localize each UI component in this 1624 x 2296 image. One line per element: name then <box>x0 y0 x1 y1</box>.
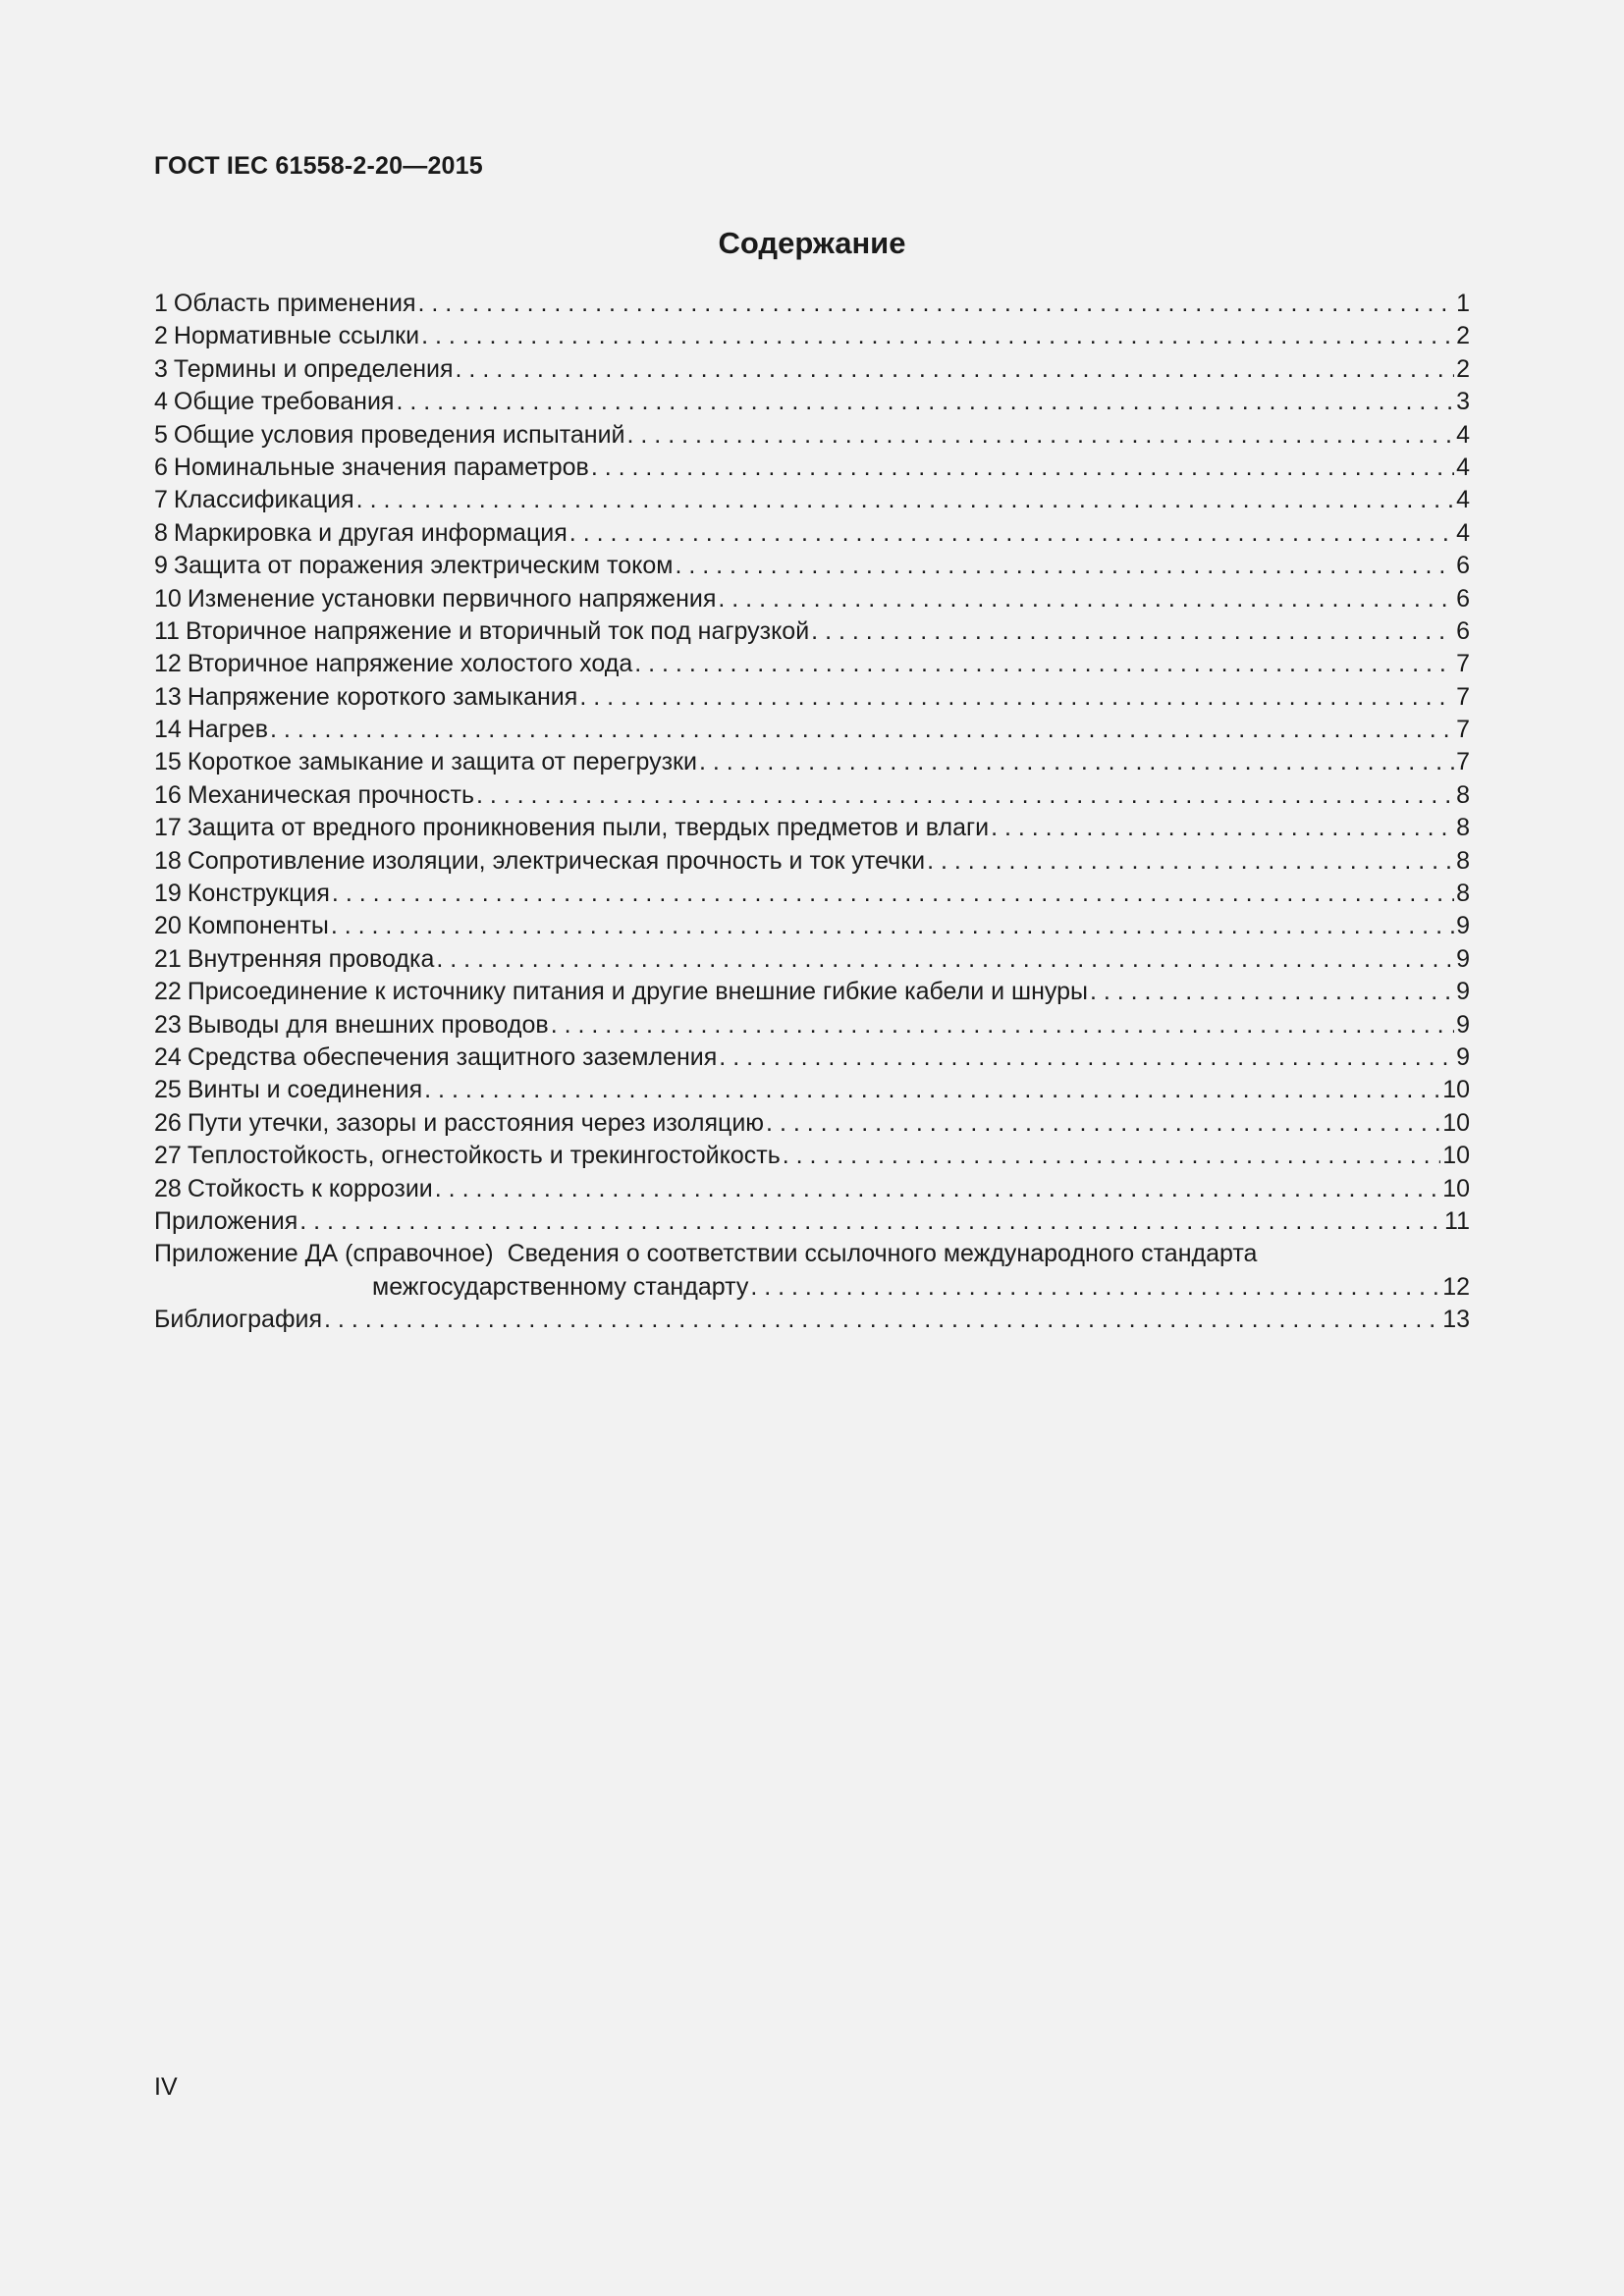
toc-entry[interactable] <box>154 353 1470 386</box>
toc-entry-number: 18 <box>154 846 182 875</box>
toc-leader-dots <box>456 353 1455 386</box>
toc-entry-number: 16 <box>154 780 182 809</box>
toc-entry-title: Конструкция <box>187 880 330 908</box>
toc-entry-number: 4 <box>154 388 168 416</box>
toc-leader-dots <box>766 1107 1440 1140</box>
table-of-contents <box>154 288 1470 1337</box>
toc-leader-dots <box>436 943 1454 976</box>
toc-leader-dots <box>634 648 1454 680</box>
toc-entry[interactable] <box>154 878 1470 910</box>
toc-entry[interactable] <box>154 484 1470 516</box>
toc-entry-page: 9 <box>1456 912 1470 940</box>
toc-entry-title: Общие условия проведения испытаний <box>173 420 625 449</box>
toc-leader-dots <box>569 517 1454 550</box>
toc-entry-page: 12 <box>1442 1272 1470 1301</box>
toc-entry-number: 6 <box>154 453 168 481</box>
toc-entry[interactable] <box>154 648 1470 680</box>
toc-entry[interactable] <box>154 1009 1470 1041</box>
document-id: ГОСТ IEC 61558-2-20—2015 <box>154 152 483 180</box>
toc-entry-number: 28 <box>154 1174 182 1202</box>
toc-entry-title: Нормативные ссылки <box>173 322 420 350</box>
toc-entry-title: Защита от поражения электрическим током <box>173 552 674 580</box>
toc-entry-page: 1 <box>1456 290 1470 317</box>
toc-leader-dots <box>627 419 1455 452</box>
toc-entry[interactable] <box>154 976 1470 1008</box>
toc-entry-title: Нагрев <box>187 716 268 744</box>
toc-entry-title: Термины и определения <box>173 354 454 383</box>
toc-entry-bibliography[interactable] <box>154 1304 1470 1336</box>
toc-entry-page: 13 <box>1442 1306 1470 1334</box>
toc-entry-number: 12 <box>154 650 182 678</box>
toc-entry-title: Теплостойкость, огнестойкость и трекингостойкость <box>187 1142 781 1170</box>
toc-entry-page: 7 <box>1456 716 1470 744</box>
toc-entry[interactable] <box>154 615 1470 648</box>
toc-entry[interactable] <box>154 419 1470 452</box>
toc-leader-dots <box>811 615 1454 648</box>
toc-entry-page: 9 <box>1456 1010 1470 1039</box>
toc-leader-dots <box>435 1173 1440 1205</box>
toc-entry-number: 14 <box>154 716 182 744</box>
toc-leader-dots <box>356 484 1454 516</box>
toc-entry-number: 2 <box>154 322 168 350</box>
toc-entry-page: 8 <box>1456 846 1470 875</box>
toc-entry-page: 9 <box>1456 1042 1470 1071</box>
toc-entry-number: 25 <box>154 1076 182 1104</box>
toc-entry-title: Изменение установки первичного напряжения <box>187 584 717 613</box>
toc-entry[interactable] <box>154 746 1470 778</box>
toc-entry-title: Область применения <box>173 290 416 317</box>
toc-leader-dots <box>1090 976 1454 1008</box>
toc-entry-number: 8 <box>154 518 168 547</box>
toc-entry-page: 10 <box>1442 1142 1470 1170</box>
toc-entry[interactable] <box>154 386 1470 418</box>
toc-title: Содержание <box>718 226 906 260</box>
toc-entry-number: 17 <box>154 814 182 842</box>
toc-entry-title: Винты и соединения <box>187 1076 423 1104</box>
toc-entry-appendix-da[interactable] <box>154 1238 1470 1270</box>
toc-entry-page: 4 <box>1456 453 1470 481</box>
toc-entry-page: 2 <box>1456 354 1470 383</box>
toc-entry-title: Маркировка и другая информация <box>173 518 568 547</box>
toc-entry-title: Защита от вредного проникновения пыли, твердых предметов и влаги <box>187 814 990 842</box>
toc-entry[interactable] <box>154 452 1470 484</box>
toc-entry-title: Сопротивление изоляции, электрическая прочность и ток утечки <box>187 846 926 875</box>
toc-leader-dots <box>675 550 1454 582</box>
toc-leader-dots <box>718 583 1454 615</box>
toc-entry-title: Внутренняя проводка <box>187 944 435 973</box>
toc-leader-dots <box>783 1140 1440 1172</box>
toc-entry-page: 2 <box>1456 322 1470 350</box>
toc-entry[interactable] <box>154 1107 1470 1140</box>
toc-leader-dots <box>417 288 1454 320</box>
toc-leader-dots <box>927 845 1454 878</box>
toc-leader-dots <box>332 878 1454 910</box>
toc-entry-title: Приложения <box>154 1206 298 1235</box>
toc-entry-number: 15 <box>154 748 182 776</box>
toc-entry-number: 9 <box>154 552 168 580</box>
toc-entry-title: Номинальные значения параметров <box>173 453 589 481</box>
toc-entry-page: 6 <box>1456 552 1470 580</box>
toc-entry-number: 19 <box>154 880 182 908</box>
toc-entry-appendices[interactable] <box>154 1205 1470 1238</box>
toc-entry-title: Короткое замыкание и защита от перегрузки <box>187 748 697 776</box>
toc-leader-dots <box>551 1009 1454 1041</box>
toc-entry[interactable] <box>154 1173 1470 1205</box>
toc-entry-number: 22 <box>154 978 182 1006</box>
toc-entry-number: 26 <box>154 1108 182 1137</box>
toc-entry[interactable] <box>154 550 1470 582</box>
toc-entry-number: 3 <box>154 354 168 383</box>
toc-leader-dots <box>991 812 1454 844</box>
toc-entry-number: 20 <box>154 912 182 940</box>
toc-entry[interactable] <box>154 517 1470 550</box>
toc-entry-title: Классификация <box>173 486 354 514</box>
toc-entry[interactable] <box>154 714 1470 746</box>
toc-entry-page: 8 <box>1456 814 1470 842</box>
toc-leader-dots <box>396 386 1454 418</box>
toc-entry-title: Стойкость к коррозии <box>187 1174 433 1202</box>
toc-entry[interactable] <box>154 1041 1470 1074</box>
toc-entry-number: 5 <box>154 420 168 449</box>
toc-entry-number: 7 <box>154 486 168 514</box>
toc-entry-page: 7 <box>1456 748 1470 776</box>
toc-leader-dots <box>476 779 1454 812</box>
toc-leader-dots <box>750 1271 1440 1304</box>
toc-entry-page: 10 <box>1442 1174 1470 1202</box>
toc-entry[interactable] <box>154 320 1470 352</box>
toc-entry-page: 10 <box>1442 1076 1470 1104</box>
toc-entry-number: 1 <box>154 290 168 317</box>
toc-entry-title: Присоединение к источнику питания и другие внешние гибкие кабели и шнуры <box>187 978 1088 1006</box>
toc-entry[interactable] <box>154 1140 1470 1172</box>
toc-entry-page: 3 <box>1456 388 1470 416</box>
toc-entry-page: 4 <box>1456 420 1470 449</box>
toc-leader-dots <box>579 681 1454 714</box>
toc-entry[interactable] <box>154 288 1470 320</box>
toc-leader-dots <box>421 320 1454 352</box>
toc-entry-page: 6 <box>1456 584 1470 613</box>
toc-leader-dots <box>270 714 1454 746</box>
toc-leader-dots <box>324 1304 1440 1336</box>
appendix-title-line2: межгосударственному стандарту <box>372 1272 749 1301</box>
toc-entry-number: 24 <box>154 1042 182 1071</box>
toc-entry-title: Механическая прочность <box>187 780 474 809</box>
toc-entry-page: 7 <box>1456 682 1470 711</box>
toc-entry-title: Выводы для внешних проводов <box>187 1010 549 1039</box>
toc-entry-title: Компоненты <box>187 912 329 940</box>
toc-entry-number: 21 <box>154 944 182 973</box>
toc-entry-page: 8 <box>1456 780 1470 809</box>
toc-leader-dots <box>299 1205 1442 1238</box>
toc-entry-page: 6 <box>1456 616 1470 645</box>
toc-entry-title: Общие требования <box>173 388 395 416</box>
toc-entry-page: 9 <box>1456 944 1470 973</box>
toc-entry-title: Вторичное напряжение холостого хода <box>187 650 633 678</box>
page-number: IV <box>154 2073 178 2101</box>
toc-entry-page: 11 <box>1444 1206 1470 1235</box>
appendix-title-line1: Сведения о соответствии ссылочного международного стандарта <box>507 1240 1258 1268</box>
toc-entry[interactable] <box>154 583 1470 615</box>
toc-entry[interactable] <box>154 779 1470 812</box>
toc-entries <box>154 288 1470 1205</box>
toc-leader-dots <box>719 1041 1454 1074</box>
toc-entry-page: 4 <box>1456 486 1470 514</box>
toc-entry-title: Напряжение короткого замыкания <box>187 682 578 711</box>
toc-entry[interactable] <box>154 812 1470 844</box>
toc-entry-appendix-da-cont[interactable] <box>154 1271 1470 1304</box>
toc-entry-number: 11 <box>154 616 180 645</box>
appendix-tag: Приложение ДА (справочное) <box>154 1240 494 1268</box>
toc-entry-number: 10 <box>154 584 182 613</box>
toc-leader-dots <box>331 910 1454 942</box>
toc-entry-title: Средства обеспечения защитного заземления <box>187 1042 718 1071</box>
toc-entry-number: 27 <box>154 1142 182 1170</box>
toc-entry[interactable] <box>154 845 1470 878</box>
toc-entry-number: 13 <box>154 682 182 711</box>
toc-leader-dots <box>591 452 1454 484</box>
toc-entry[interactable] <box>154 681 1470 714</box>
toc-entry-page: 4 <box>1456 518 1470 547</box>
toc-entry-title: Пути утечки, зазоры и расстояния через изоляцию <box>187 1108 765 1137</box>
toc-entry[interactable] <box>154 910 1470 942</box>
toc-leader-dots <box>424 1074 1440 1106</box>
toc-entry[interactable] <box>154 1074 1470 1106</box>
toc-entry[interactable] <box>154 943 1470 976</box>
toc-entry-title: Библиография <box>154 1306 323 1334</box>
toc-entry-page: 7 <box>1456 650 1470 678</box>
toc-entry-page: 8 <box>1456 880 1470 908</box>
toc-entry-number: 23 <box>154 1010 182 1039</box>
toc-leader-dots <box>699 746 1454 778</box>
toc-entry-page: 9 <box>1456 978 1470 1006</box>
toc-entry-page: 10 <box>1442 1108 1470 1137</box>
toc-entry-title: Вторичное напряжение и вторичный ток под нагрузкой <box>185 616 810 645</box>
